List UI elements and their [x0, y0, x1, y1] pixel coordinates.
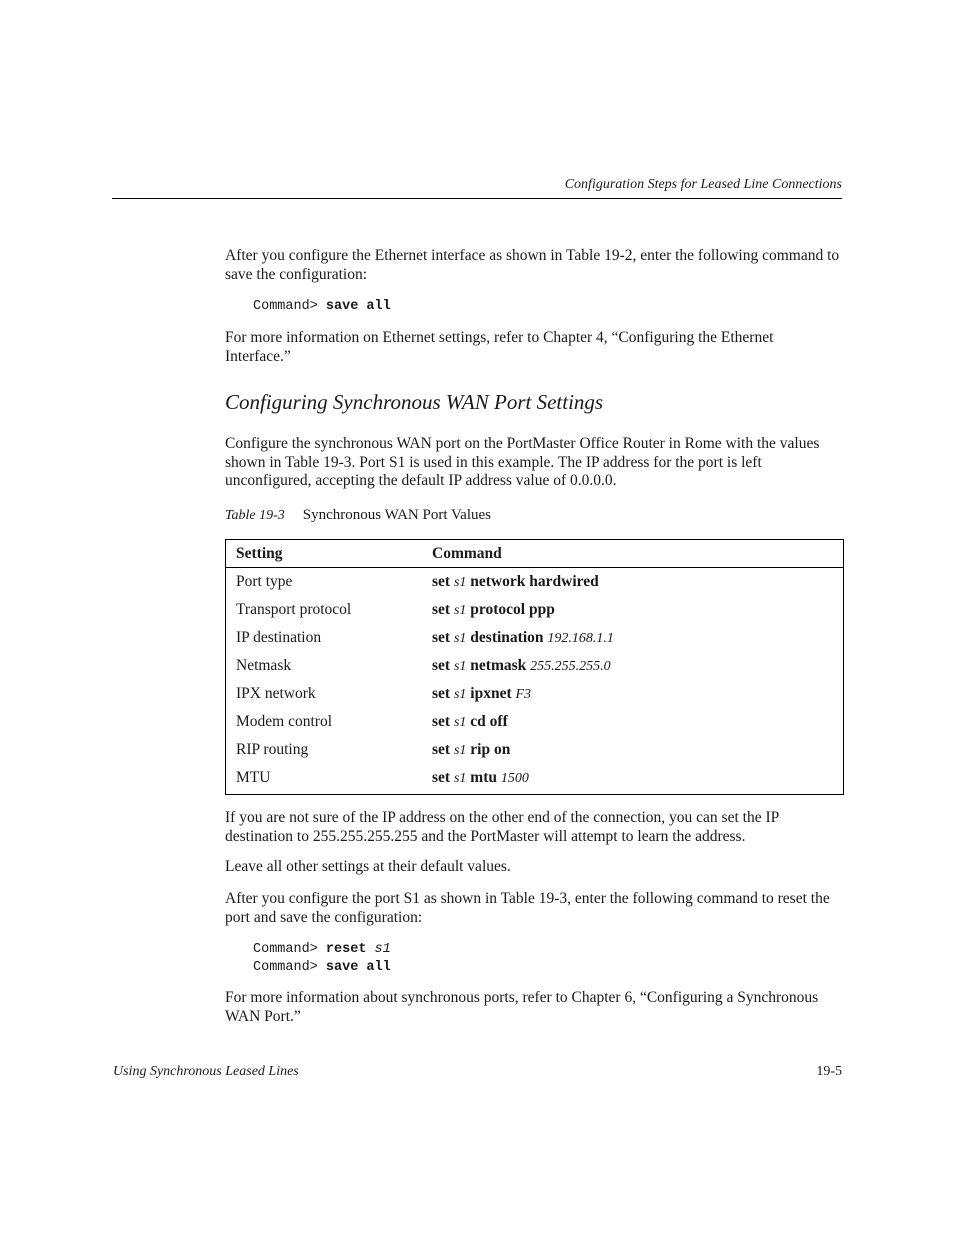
- table-row: [226, 596, 844, 624]
- ethernet-reference-paragraph: For more information on Ethernet settings, refer to Chapter 4, “Configuring the Ethernet Interface.”: [225, 329, 774, 365]
- command-port-argument: s1: [453, 575, 467, 590]
- command-keyword: rip on: [470, 741, 511, 758]
- command-keyword: protocol ppp: [470, 601, 555, 618]
- command-cell: [422, 652, 844, 680]
- reset-instructions-paragraph: After you configure the port S1 as shown in Table 19-3, enter the following command to reset the port and save the configuration:: [225, 890, 830, 926]
- command-text: save all: [325, 299, 391, 314]
- setting-cell: Port type: [236, 573, 293, 590]
- table-header-row: [226, 540, 844, 568]
- command-prompt: Command>: [253, 942, 318, 957]
- command-keyword: network hardwired: [470, 573, 599, 590]
- command-cell: [422, 708, 844, 736]
- command-value: 255.255.255.0: [530, 659, 611, 674]
- section-heading: Configuring Synchronous WAN Port Settings: [225, 390, 604, 414]
- command-set-keyword: set: [432, 685, 451, 702]
- command-value: 1500: [500, 771, 529, 786]
- command-set-keyword: set: [432, 629, 451, 646]
- command-value: F3: [515, 687, 532, 702]
- table-caption: [225, 507, 491, 524]
- command-set-keyword: set: [432, 573, 451, 590]
- table-row: [226, 764, 844, 795]
- command-port-argument: s1: [453, 631, 467, 646]
- sync-ports-reference-paragraph: For more information about synchronous ports, refer to Chapter 6, “Configuring a Synchronous WAN Port.”: [225, 989, 819, 1025]
- table-caption-title: Synchronous WAN Port Values: [302, 507, 491, 523]
- command-set-keyword: set: [432, 601, 451, 618]
- command-cell: [422, 568, 844, 597]
- command-keyword: ipxnet: [470, 685, 512, 702]
- command-value: 192.168.1.1: [547, 631, 614, 646]
- wan-port-table: [225, 539, 844, 795]
- command-prompt: Command>: [253, 960, 318, 975]
- table-row: [226, 708, 844, 736]
- table-row: [226, 652, 844, 680]
- table-caption-number: Table 19-3: [225, 508, 285, 523]
- setting-cell: MTU: [236, 769, 271, 786]
- defaults-paragraph: Leave all other settings at their default values.: [225, 858, 511, 875]
- table-row: [226, 568, 844, 597]
- command-cell: [422, 680, 844, 708]
- command-keyword: destination: [470, 629, 544, 646]
- command-save-all-2: [253, 959, 391, 977]
- command-set-keyword: set: [432, 657, 451, 674]
- ip-destination-paragraph: If you are not sure of the IP address on the other end of the connection, you can set the IP destination to 255.255.255.255 and the PortMaster will attempt to learn the address.: [225, 809, 779, 845]
- command-port-argument: s1: [453, 715, 467, 730]
- running-header: Configuration Steps for Leased Line Connections: [564, 177, 842, 192]
- command-cell: [422, 596, 844, 624]
- command-port-argument: s1: [453, 743, 467, 758]
- table-row: [226, 624, 844, 652]
- command-port-argument: s1: [453, 603, 467, 618]
- command-text: reset: [325, 942, 367, 957]
- setting-cell: RIP routing: [236, 741, 309, 758]
- command-save-all: [253, 298, 391, 316]
- command-cell: [422, 624, 844, 652]
- command-port-argument: s1: [453, 687, 467, 702]
- command-prompt: Command>: [253, 299, 318, 314]
- header-setting: Setting: [226, 540, 423, 568]
- table-row: [226, 680, 844, 708]
- setting-cell: Modem control: [236, 713, 332, 730]
- setting-cell: Transport protocol: [236, 601, 352, 618]
- command-reset-s1: [253, 941, 391, 959]
- footer-page-number: 19-5: [816, 1064, 842, 1079]
- setting-cell: Netmask: [236, 657, 292, 674]
- command-keyword: cd off: [470, 713, 508, 730]
- command-cell: [422, 736, 844, 764]
- command-set-keyword: set: [432, 769, 451, 786]
- setting-cell: IPX network: [236, 685, 316, 702]
- command-keyword: netmask: [470, 657, 527, 674]
- setting-cell: IP destination: [236, 629, 322, 646]
- section-paragraph: Configure the synchronous WAN port on the PortMaster Office Router in Rome with the values shown in Table 19-3. Port S1 is used in this example. The IP address for the port is left unconfigured, accepting the default IP address value of 0.0.0.0.: [225, 435, 820, 489]
- command-set-keyword: set: [432, 741, 451, 758]
- header-command: Command: [422, 540, 844, 568]
- command-text: save all: [325, 960, 391, 975]
- footer-chapter-title: Using Synchronous Leased Lines: [113, 1064, 299, 1079]
- command-port-argument: s1: [453, 771, 467, 786]
- intro-paragraph: After you configure the Ethernet interface as shown in Table 19-2, enter the following command to save the configuration:: [225, 247, 840, 283]
- table-row: [226, 736, 844, 764]
- command-cell: [422, 764, 844, 795]
- header-rule: [112, 198, 842, 199]
- command-keyword: mtu: [470, 769, 497, 786]
- command-port-argument: s1: [453, 659, 467, 674]
- command-argument: s1: [374, 942, 391, 957]
- command-set-keyword: set: [432, 713, 451, 730]
